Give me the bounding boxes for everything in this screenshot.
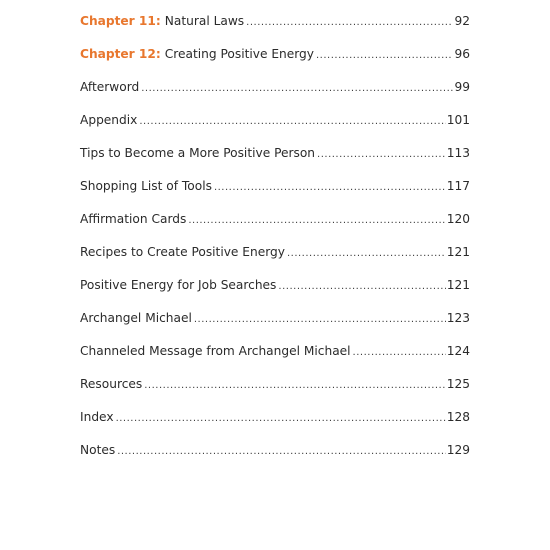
toc-entry-resources[interactable] [80,374,470,407]
dot-leader [144,376,445,396]
toc-entry-index[interactable] [80,407,470,440]
entry-title: Affirmation Cards [80,212,187,226]
toc-entry-archangel-michael[interactable] [80,308,470,341]
dot-leader [317,145,446,165]
toc-entry-channeled-message[interactable] [80,341,470,374]
entry-title: Channeled Message from Archangel Michael [80,344,351,358]
dot-leader [117,442,446,462]
entry-title: Natural Laws [164,14,245,28]
toc-entry-appendix[interactable] [80,110,470,143]
entry-title: Tips to Become a More Positive Person [80,146,316,160]
page-number: 121 [446,245,470,259]
entry-title: Appendix [80,113,138,127]
chapter-label: Chapter 11: [80,14,161,28]
entry-title: Archangel Michael [80,311,192,325]
page-number: 96 [454,47,470,61]
entry-title: Resources [80,377,143,391]
entry-title: Creating Positive Energy [164,47,314,61]
page-number: 121 [446,278,470,292]
dot-leader [194,310,446,330]
page-number: 125 [446,377,470,391]
chapter-label: Chapter 12: [80,47,161,61]
page-number: 113 [446,146,470,160]
toc-entry-tips[interactable] [80,143,470,176]
entry-title: Afterword [80,80,140,94]
page-number: 92 [454,14,470,28]
dot-leader [139,112,445,132]
page-number: 117 [446,179,470,193]
toc-entry-job-searches[interactable] [80,275,470,308]
dot-leader [287,244,446,264]
dot-leader [141,79,453,99]
page-number: 120 [446,212,470,226]
toc-entry-shopping-list[interactable] [80,176,470,209]
entry-title: Recipes to Create Positive Energy [80,245,285,259]
toc-entry-affirmation-cards[interactable] [80,209,470,242]
page-number: 99 [454,80,470,94]
entry-title: Index [80,410,114,424]
table-of-contents [80,11,470,473]
page-number: 101 [446,113,470,127]
toc-entry-recipes[interactable] [80,242,470,275]
toc-entry-chapter-12[interactable] [80,44,470,77]
entry-title: Shopping List of Tools [80,179,212,193]
page-number: 124 [446,344,470,358]
page-number: 123 [446,311,470,325]
toc-entry-chapter-11[interactable] [80,11,470,44]
dot-leader [214,178,446,198]
dot-leader [116,409,446,429]
toc-entry-notes[interactable] [80,440,470,473]
toc-entry-afterword[interactable] [80,77,470,110]
page-number: 128 [446,410,470,424]
dot-leader [316,46,453,66]
dot-leader [188,211,445,231]
dot-leader [246,13,453,33]
entry-title: Notes [80,443,116,457]
entry-title: Positive Energy for Job Searches [80,278,277,292]
dot-leader [353,343,446,363]
page-number: 129 [446,443,470,457]
dot-leader [278,277,445,297]
